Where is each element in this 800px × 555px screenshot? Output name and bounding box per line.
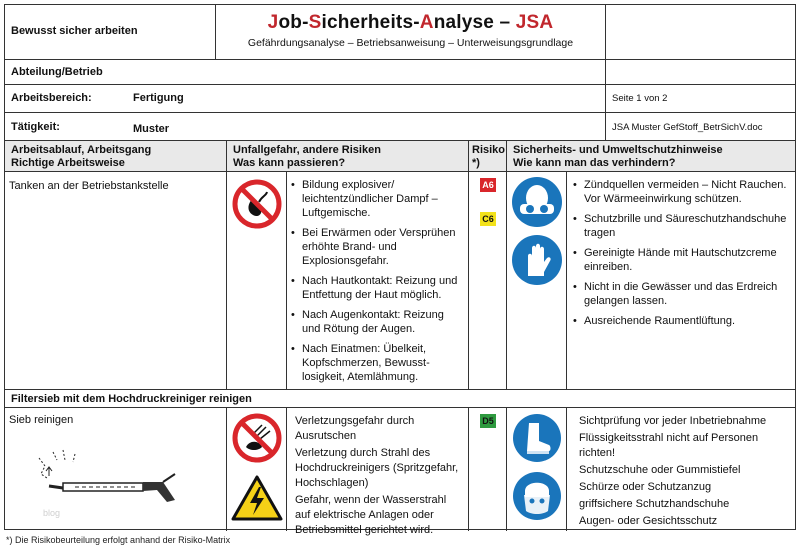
measure-item: • Schutzbrille und Säureschutzhandschuhe tragen bbox=[573, 212, 789, 240]
col-header-workflow-line2: Richtige Arbeitsweise bbox=[11, 157, 125, 169]
title-part: nalyse – bbox=[433, 12, 516, 33]
section1-risk-list bbox=[291, 178, 462, 384]
section1-task: Tanken an der Betriebstankstelle bbox=[5, 172, 227, 389]
title-part: JSA bbox=[515, 12, 554, 33]
department-label: Abteilung/Betrieb bbox=[5, 60, 606, 84]
safety-boots-icon bbox=[512, 413, 562, 463]
no-fire-icon bbox=[232, 179, 282, 229]
measure-item: Schutzschuhe oder Gummistiefel bbox=[579, 464, 741, 476]
risk-item: Verletzung durch Strahl des Hochdruckreinigers (Spritzgefahr, Hochschlagen) bbox=[295, 447, 459, 489]
electric-hazard-icon bbox=[231, 474, 283, 522]
col-header-workflow bbox=[5, 141, 227, 171]
activity-value: Muster bbox=[133, 123, 170, 135]
section1-risks-cell bbox=[287, 172, 469, 389]
section2-measure-list bbox=[579, 414, 789, 529]
section1-measures-cell bbox=[567, 172, 795, 389]
measure-item: Flüssigkeitsstrahl nicht auf Personen richten! bbox=[579, 432, 759, 459]
risk-item: • Nach Hautkontakt: Reizung und Entfettung der Haut möglich. bbox=[291, 274, 462, 302]
risk-item: • Bei Erwärmen oder Versprühen erhöhte Brand- und Explosionsgefahr. bbox=[291, 226, 462, 268]
section2-row bbox=[5, 408, 795, 536]
area-row bbox=[5, 85, 795, 113]
risk-badge-a6: A6 bbox=[480, 178, 496, 192]
section2-task-cell bbox=[5, 408, 227, 531]
no-spray-icon bbox=[232, 413, 282, 463]
activity-label: Tätigkeit: bbox=[11, 121, 60, 133]
section2-icon-cell bbox=[227, 408, 287, 531]
col-header-risk-line1: Risiko bbox=[472, 144, 506, 156]
title-part: A bbox=[419, 12, 434, 33]
header-left: Bewusst sicher arbeiten bbox=[5, 5, 216, 59]
section2-ppe-cell bbox=[507, 408, 567, 531]
col-header-hazard bbox=[227, 141, 469, 171]
section1-risk-cell bbox=[469, 172, 507, 389]
goggles-icon bbox=[511, 176, 563, 228]
section2-measures-cell bbox=[567, 408, 795, 531]
title-part: J bbox=[267, 12, 279, 33]
section1-icon-cell bbox=[227, 172, 287, 389]
title-part: icherheits- bbox=[321, 12, 420, 33]
col-header-measures-line1: Sicherheits- und Umweltschutzhinweise bbox=[513, 144, 723, 156]
jsa-form bbox=[4, 4, 796, 536]
measure-item: Sichtprüfung vor jeder Inbetriebnahme bbox=[579, 415, 767, 427]
section2-heading-row bbox=[5, 390, 795, 408]
measure-item: • Gereinigte Hände mit Hautschutzcreme einreiben. bbox=[573, 246, 789, 274]
header-right bbox=[606, 5, 795, 59]
area-label: Arbeitsbereich: bbox=[11, 92, 92, 104]
col-header-measures bbox=[507, 141, 795, 171]
header-row bbox=[5, 5, 795, 60]
area-cell bbox=[5, 85, 606, 112]
activity-row bbox=[5, 113, 795, 141]
page-number: Seite 1 von 2 bbox=[612, 93, 668, 104]
section1-row bbox=[5, 172, 795, 390]
column-header-row bbox=[5, 141, 795, 172]
col-header-risk-line2: *) bbox=[472, 157, 480, 169]
page-title bbox=[216, 12, 605, 34]
measure-item: • Ausreichende Raumentlüftung. bbox=[573, 314, 789, 328]
section2-risk-list bbox=[295, 414, 462, 538]
gloves-icon bbox=[511, 234, 563, 286]
measure-item: Augen- oder Gesichtsschutz bbox=[579, 515, 718, 527]
face-shield-icon bbox=[512, 471, 562, 521]
col-header-workflow-line1: Arbeitsablauf, Arbeitsgang bbox=[11, 144, 152, 156]
header-center bbox=[216, 5, 606, 59]
col-header-risk bbox=[469, 141, 507, 171]
risk-item: Verletzungsgefahr durch Ausrutschen bbox=[295, 415, 415, 442]
section1-measure-list bbox=[573, 178, 789, 328]
department-row bbox=[5, 60, 795, 85]
section1-ppe-cell bbox=[507, 172, 567, 389]
activity-cell bbox=[5, 113, 606, 140]
section2-risks-cell bbox=[287, 408, 469, 536]
title-part: ob- bbox=[278, 12, 309, 33]
watermark: blog bbox=[43, 508, 61, 518]
col-header-hazard-line2: Was kann passieren? bbox=[233, 157, 346, 169]
measure-item: griffsichere Schutzhandschuhe bbox=[579, 498, 730, 510]
measure-item: • Zündquellen vermeiden – Nicht Rauchen. Vor Wärmeeinwirkung schützen. bbox=[573, 178, 789, 206]
sprayer-illustration bbox=[35, 446, 205, 506]
risk-item: • Nach Einatmen: Übelkeit, Kopfschmerzen, Bewusst-losigkeit, Atemlähmung. bbox=[291, 342, 462, 384]
measure-item: • Nicht in die Gewässer und das Erdreich gelangen lassen. bbox=[573, 280, 789, 308]
page-subtitle: Gefährdungsanalyse – Betriebsanweisung – Unterweisungsgrundlage bbox=[247, 37, 574, 49]
col-header-measures-line2: Wie kann man das verhindern? bbox=[513, 157, 676, 169]
col-header-hazard-line1: Unfallgefahr, andere Risiken bbox=[233, 144, 381, 156]
section2-risk-cell bbox=[469, 408, 507, 531]
area-value: Fertigung bbox=[133, 92, 184, 104]
risk-item: • Bildung explosiver/ leichtentzündlicher Dampf – Luftgemische. bbox=[291, 178, 462, 220]
document-name: JSA Muster GefStoff_BetrSichV.doc bbox=[612, 122, 763, 133]
department-right bbox=[606, 60, 795, 84]
section2-heading: Filtersieb mit dem Hochdruckreiniger reinigen bbox=[11, 393, 252, 405]
risk-item: • Nach Augenkontakt: Reizung und Rötung der Augen. bbox=[291, 308, 462, 336]
risk-badge-c6: C6 bbox=[480, 212, 496, 226]
measure-item: Schürze oder Schutzanzug bbox=[579, 481, 712, 493]
section2-task: Sieb reinigen bbox=[9, 414, 74, 426]
footnote: *) Die Risikobeurteilung erfolgt anhand der Risiko-Matrix bbox=[6, 535, 231, 545]
risk-item: Gefahr, wenn der Wasserstrahl auf elektrische Anlagen oder Betriebsmittel gerichtet wird. bbox=[295, 494, 447, 536]
title-part: S bbox=[308, 12, 322, 33]
risk-badge-d5: D5 bbox=[480, 414, 496, 428]
